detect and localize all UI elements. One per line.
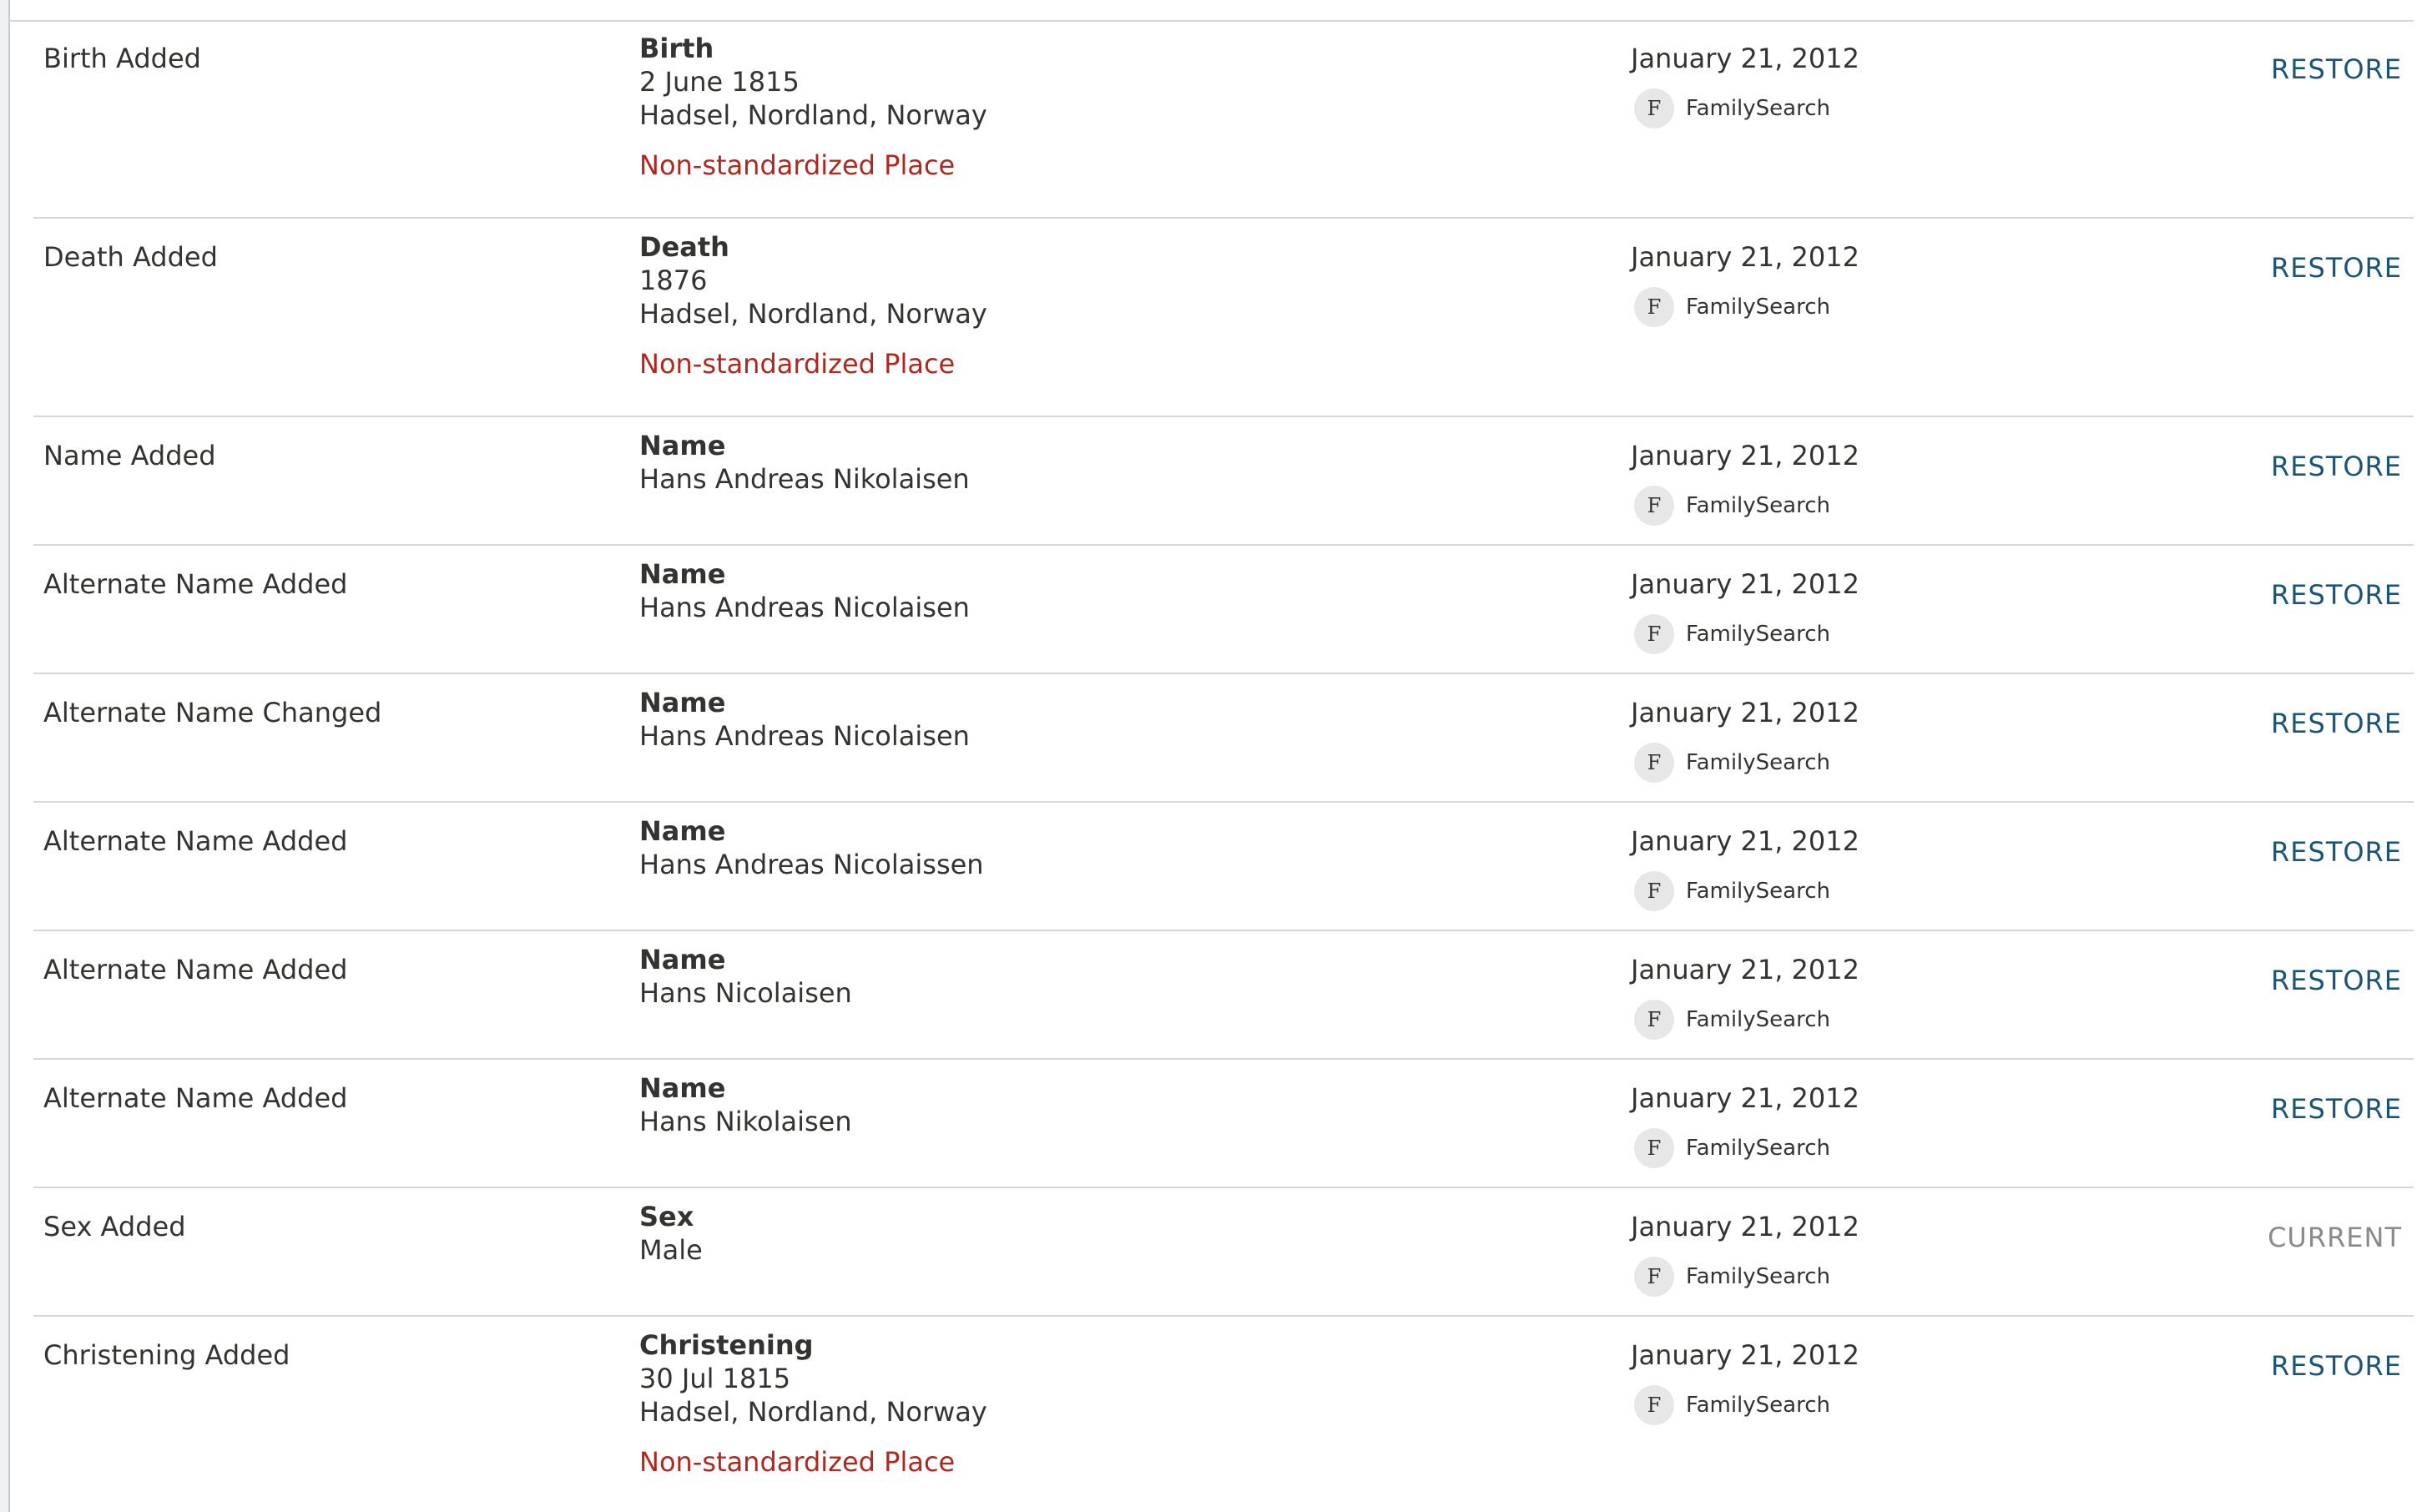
restore-button[interactable]: RESTORE — [2271, 836, 2402, 868]
contributor[interactable] — [1631, 486, 1859, 526]
restore-button[interactable]: RESTORE — [2271, 579, 2402, 611]
contributor[interactable] — [1631, 1385, 1859, 1425]
change-row — [33, 20, 2414, 219]
change-row — [33, 674, 2414, 803]
restore-button[interactable]: RESTORE — [2271, 708, 2402, 739]
contributor-avatar-icon: F — [1634, 1385, 1674, 1425]
contributor-name[interactable]: FamilySearch — [1686, 96, 1830, 121]
detail-line: Hans Nicolaisen — [639, 977, 852, 1009]
change-date: January 21, 2012 — [1631, 43, 1859, 74]
detail-line: 1876 — [639, 265, 708, 296]
change-row — [33, 803, 2414, 931]
detail-line: Hadsel, Nordland, Norway — [639, 1396, 987, 1428]
detail-title: Name — [639, 430, 726, 461]
change-meta — [1631, 823, 1859, 911]
change-detail — [639, 943, 852, 1010]
contributor-avatar-icon: F — [1634, 88, 1674, 129]
change-meta — [1631, 239, 1859, 327]
contributor[interactable] — [1631, 871, 1859, 911]
contributor-avatar-icon: F — [1634, 1000, 1674, 1040]
restore-button[interactable]: RESTORE — [2271, 252, 2402, 284]
detail-title: Name — [639, 687, 726, 718]
contributor[interactable] — [1631, 1128, 1859, 1168]
change-row — [33, 1317, 2414, 1512]
change-detail — [639, 1200, 703, 1267]
detail-title: Name — [639, 558, 726, 590]
contributor[interactable] — [1631, 614, 1859, 654]
contributor[interactable] — [1631, 1257, 1859, 1297]
change-type: Death Added — [43, 241, 218, 273]
contributor-name[interactable]: FamilySearch — [1686, 1393, 1830, 1418]
change-detail — [639, 32, 987, 182]
detail-title: Birth — [639, 33, 714, 64]
contributor-name[interactable]: FamilySearch — [1686, 622, 1830, 647]
change-row — [33, 417, 2414, 546]
contributor[interactable] — [1631, 1000, 1859, 1040]
change-detail — [639, 686, 970, 753]
detail-line: Hans Andreas Nicolaisen — [639, 720, 970, 752]
change-detail — [639, 1071, 852, 1138]
detail-line: 30 Jul 1815 — [639, 1363, 791, 1394]
contributor-name[interactable]: FamilySearch — [1686, 750, 1830, 775]
change-date: January 21, 2012 — [1631, 954, 1859, 985]
non-standardized-place-warning: Non-standardized Place — [639, 348, 956, 380]
change-date: January 21, 2012 — [1631, 825, 1859, 857]
contributor[interactable] — [1631, 743, 1859, 783]
change-type: Alternate Name Changed — [43, 697, 382, 728]
change-row — [33, 931, 2414, 1060]
change-row — [33, 1188, 2414, 1317]
contributor[interactable] — [1631, 88, 1859, 129]
change-detail — [639, 1328, 987, 1479]
change-meta — [1631, 566, 1859, 654]
restore-button[interactable]: RESTORE — [2271, 53, 2402, 85]
detail-title: Sex — [639, 1201, 694, 1232]
detail-line: Hans Andreas Nicolaissen — [639, 849, 984, 880]
change-type: Alternate Name Added — [43, 825, 348, 857]
change-type: Alternate Name Added — [43, 954, 348, 985]
change-detail — [639, 230, 987, 381]
left-edge-panel — [0, 0, 10, 1512]
contributor-avatar-icon: F — [1634, 1257, 1674, 1297]
change-meta — [1631, 40, 1859, 129]
change-log-list — [33, 20, 2414, 1512]
change-type: Alternate Name Added — [43, 1082, 348, 1114]
detail-line: Hans Nikolaisen — [639, 1106, 852, 1137]
detail-title: Name — [639, 944, 726, 975]
detail-line: 2 June 1815 — [639, 66, 800, 98]
detail-line: Hadsel, Nordland, Norway — [639, 99, 987, 131]
change-date: January 21, 2012 — [1631, 241, 1859, 273]
restore-button[interactable]: RESTORE — [2271, 451, 2402, 482]
change-row — [33, 1060, 2414, 1188]
contributor-avatar-icon: F — [1634, 614, 1674, 654]
contributor-avatar-icon: F — [1634, 743, 1674, 783]
contributor[interactable] — [1631, 287, 1859, 327]
change-meta — [1631, 951, 1859, 1040]
change-row — [33, 219, 2414, 417]
restore-button[interactable]: RESTORE — [2271, 965, 2402, 996]
contributor-avatar-icon: F — [1634, 1128, 1674, 1168]
detail-line: Hans Andreas Nicolaisen — [639, 592, 970, 623]
change-date: January 21, 2012 — [1631, 697, 1859, 728]
change-date: January 21, 2012 — [1631, 1211, 1859, 1242]
detail-title: Name — [639, 1072, 726, 1104]
contributor-name[interactable]: FamilySearch — [1686, 493, 1830, 518]
change-detail — [639, 557, 970, 624]
detail-line: Hadsel, Nordland, Norway — [639, 298, 987, 330]
detail-line: Male — [639, 1234, 703, 1266]
contributor-name[interactable]: FamilySearch — [1686, 1136, 1830, 1161]
change-date: January 21, 2012 — [1631, 1339, 1859, 1371]
change-meta — [1631, 1080, 1859, 1168]
change-meta — [1631, 1208, 1859, 1297]
contributor-avatar-icon: F — [1634, 871, 1674, 911]
change-type: Sex Added — [43, 1211, 186, 1242]
contributor-avatar-icon: F — [1634, 287, 1674, 327]
contributor-name[interactable]: FamilySearch — [1686, 1007, 1830, 1032]
restore-button[interactable]: RESTORE — [2271, 1350, 2402, 1382]
change-type: Name Added — [43, 440, 216, 471]
change-date: January 21, 2012 — [1631, 440, 1859, 471]
change-row — [33, 546, 2414, 674]
change-detail — [639, 814, 984, 881]
change-detail — [639, 429, 970, 496]
detail-title: Death — [639, 231, 729, 263]
change-date: January 21, 2012 — [1631, 1082, 1859, 1114]
change-date: January 21, 2012 — [1631, 568, 1859, 600]
contributor-name[interactable]: FamilySearch — [1686, 295, 1830, 320]
detail-title: Christening — [639, 1329, 814, 1361]
detail-title: Name — [639, 815, 726, 847]
current-status-label: CURRENT — [2268, 1222, 2402, 1253]
detail-line: Hans Andreas Nikolaisen — [639, 463, 970, 495]
restore-button[interactable]: RESTORE — [2271, 1093, 2402, 1125]
contributor-name[interactable]: FamilySearch — [1686, 879, 1830, 904]
change-meta — [1631, 694, 1859, 783]
change-type: Christening Added — [43, 1339, 290, 1371]
contributor-name[interactable]: FamilySearch — [1686, 1264, 1830, 1289]
change-type: Birth Added — [43, 43, 201, 74]
contributor-avatar-icon: F — [1634, 486, 1674, 526]
non-standardized-place-warning: Non-standardized Place — [639, 149, 956, 181]
non-standardized-place-warning: Non-standardized Place — [639, 1446, 956, 1478]
change-type: Alternate Name Added — [43, 568, 348, 600]
change-meta — [1631, 1337, 1859, 1425]
change-meta — [1631, 437, 1859, 526]
